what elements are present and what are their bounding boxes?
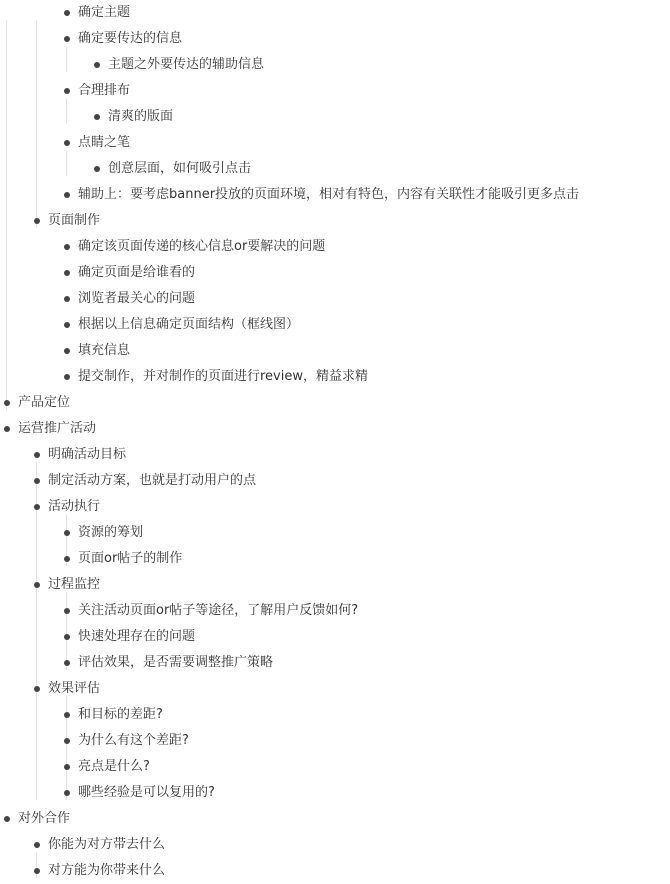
outline-item[interactable] [0,156,670,182]
outline-item-text: 哪些经验是可以复用的? [78,785,215,800]
bullet-icon[interactable] [34,686,40,692]
outline-item[interactable] [0,416,670,442]
outline-item[interactable] [0,286,670,312]
bullet-icon[interactable] [64,192,70,198]
outline-item-text: 页面制作 [48,213,101,228]
bullet-icon[interactable] [94,114,100,120]
bullet-icon[interactable] [4,426,10,432]
outline-item-text: 提交制作，并对制作的页面进行review，精益求精 [78,369,368,384]
outline-item[interactable] [0,260,670,286]
bullet-icon[interactable] [64,10,70,16]
outline-item[interactable] [0,520,670,546]
bullet-icon[interactable] [64,270,70,276]
bullet-icon[interactable] [34,452,40,458]
bullet-icon[interactable] [34,582,40,588]
bullet-icon[interactable] [64,296,70,302]
outline-item[interactable] [0,234,670,260]
bullet-icon[interactable] [64,88,70,94]
outline-item[interactable] [0,676,670,702]
outline-item[interactable] [0,598,670,624]
bullet-icon[interactable] [64,738,70,744]
outline-item-text: 关注活动页面or帖子等途径，了解用户反馈如何? [78,603,359,618]
outline-item-text: 主题之外要传达的辅助信息 [108,57,265,72]
outline-item[interactable] [0,546,670,572]
outline-item-text: 运营推广活动 [18,421,97,436]
outline-item-text: 亮点是什么? [78,759,150,774]
outline-item-text: 产品定位 [18,395,71,410]
outline-item[interactable] [0,806,670,832]
outline-item-text: 辅助上：要考虑banner投放的页面环境，相对有特色，内容有关联性才能吸引更多点击 [78,187,580,202]
outline-item[interactable] [0,858,670,884]
outline-item[interactable] [0,468,670,494]
outline-item-text: 资源的筹划 [78,525,144,540]
bullet-icon[interactable] [34,868,40,874]
bullet-icon[interactable] [64,322,70,328]
outline-item[interactable] [0,390,670,416]
outline-item[interactable] [0,312,670,338]
bullet-icon[interactable] [64,660,70,666]
outline-item-text: 确定要传达的信息 [78,31,183,46]
bullet-icon[interactable] [64,140,70,146]
outline-item[interactable] [0,650,670,676]
outline-item[interactable] [0,364,670,390]
outline-item-text: 对外合作 [18,811,71,826]
bullet-icon[interactable] [64,530,70,536]
bullet-icon[interactable] [64,374,70,380]
bullet-icon[interactable] [64,36,70,42]
outline-item-text: 效果评估 [48,681,101,696]
outline-item-text: 页面or帖子的制作 [78,551,183,566]
outline-item-text: 过程监控 [48,577,101,592]
outline-item[interactable] [0,208,670,234]
outline-item[interactable] [0,130,670,156]
outline-item[interactable] [0,728,670,754]
outline-item-text: 明确活动目标 [48,447,127,462]
outline-item[interactable] [0,494,670,520]
outline-item-text: 浏览者最关心的问题 [78,291,196,306]
outline-item[interactable] [0,832,670,858]
bullet-icon[interactable] [64,634,70,640]
outline-item[interactable] [0,442,670,468]
bullet-icon[interactable] [94,62,100,68]
bullet-icon[interactable] [64,556,70,562]
bullet-icon[interactable] [4,816,10,822]
bullet-icon[interactable] [34,504,40,510]
outline-item-text: 根据以上信息确定页面结构（框线图） [78,317,300,332]
bullet-icon[interactable] [34,842,40,848]
outline-item[interactable] [0,182,670,208]
outline-item-text: 对方能为你带来什么 [48,863,166,878]
outline-item[interactable] [0,338,670,364]
outline-item[interactable] [0,572,670,598]
outline-item[interactable] [0,624,670,650]
outline-item-text: 填充信息 [78,343,131,358]
bullet-icon[interactable] [34,218,40,224]
bullet-icon[interactable] [64,348,70,354]
outline-item-text: 清爽的版面 [108,109,174,124]
bullet-icon[interactable] [94,166,100,172]
outline-item[interactable] [0,26,670,52]
outline-item[interactable] [0,754,670,780]
outline-item[interactable] [0,702,670,728]
bullet-icon[interactable] [64,712,70,718]
bullet-icon[interactable] [64,244,70,250]
outline-item-text: 确定页面是给谁看的 [78,265,196,280]
outline-item-text: 确定主题 [78,5,131,20]
bullet-icon[interactable] [64,608,70,614]
outline-item-text: 快速处理存在的问题 [78,629,196,644]
outline-item-text: 确定该页面传递的核心信息or要解决的问题 [78,239,326,254]
outline-item[interactable] [0,780,670,806]
outline-item[interactable] [0,52,670,78]
outline-item-text: 你能为对方带去什么 [48,837,166,852]
bullet-icon[interactable] [64,764,70,770]
outline-item-text: 和目标的差距? [78,707,163,722]
outline-item-text: 为什么有这个差距? [78,733,189,748]
outline-item[interactable] [0,104,670,130]
outline-item-text: 活动执行 [48,499,101,514]
outline-item-text: 点睛之笔 [78,135,131,150]
outline-item-text: 制定活动方案，也就是打动用户的点 [48,473,257,488]
outline-item[interactable] [0,78,670,104]
outline-item-text: 合理排布 [78,83,131,98]
outline-item-text: 评估效果，是否需要调整推广策略 [78,655,274,670]
outline-item-text: 创意层面，如何吸引点击 [108,161,252,176]
bullet-icon[interactable] [64,790,70,796]
bullet-icon[interactable] [34,478,40,484]
outline-item[interactable] [0,0,670,26]
bullet-icon[interactable] [4,400,10,406]
